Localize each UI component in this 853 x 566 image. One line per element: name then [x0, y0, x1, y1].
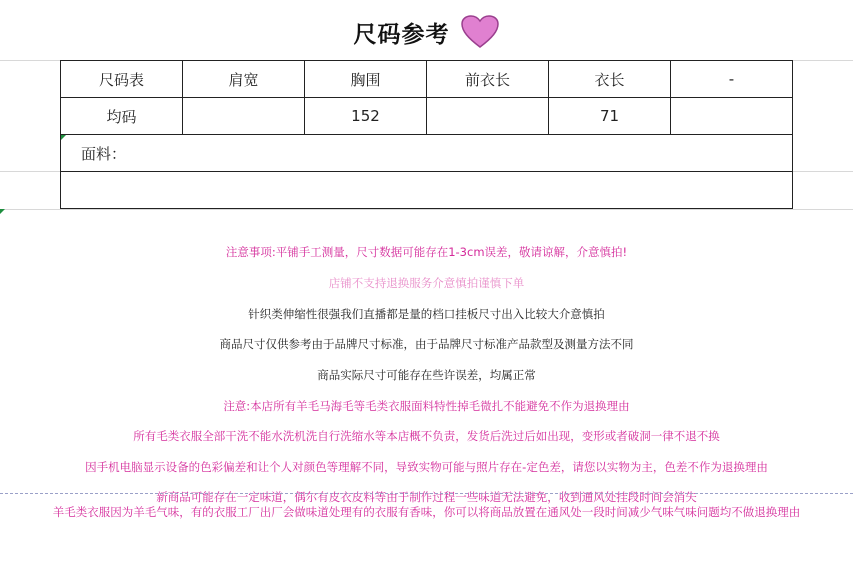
fabric-row [61, 135, 793, 172]
page-title [0, 12, 853, 52]
note-dry-clean: 所有毛类衣服全部干洗不能水洗机洗自行洗缩水等本店概不负责，发货后洗过后如出现，变形或者破洞一律不退不换 [133, 429, 720, 443]
header-cell-chest: 胸围 [305, 61, 427, 98]
header-cell-front-length: 前衣长 [427, 61, 549, 98]
header-cell-dash: - [671, 61, 793, 98]
cell-chest: 152 [305, 98, 427, 135]
note-reference: 商品尺寸仅供参考由于品牌尺寸标准，由于品牌尺寸标准产品款型及测量方法不同 [219, 337, 634, 351]
title-text: 尺码参考 [353, 21, 450, 48]
cell-size: 均码 [61, 98, 183, 135]
cell-extra [671, 98, 793, 135]
cell-shoulder [183, 98, 305, 135]
fabric-label: 面料： [61, 135, 793, 172]
blank-row [61, 172, 793, 209]
note-actual-size: 商品实际尺寸可能存在些许误差，均属正常 [317, 368, 536, 382]
note-measure: 注意事项:平铺手工测量，尺寸数据可能存在1-3cm误差，敬请谅解，介意慎拍! [225, 245, 628, 259]
header-cell-shoulder: 肩宽 [183, 61, 305, 98]
note-wool-smell: 羊毛类衣服因为羊毛气味，有的衣服工厂出厂会做味道处理有的衣服有香味，你可以将商品放置在通风处一段时间减少气味气味问题均不做退换理由 [52, 505, 801, 519]
page-break-line [0, 493, 853, 494]
cell-front-length [427, 98, 549, 135]
table-row [61, 98, 793, 135]
size-table [60, 60, 793, 209]
heart-icon [460, 14, 500, 50]
grid-line [0, 209, 853, 210]
cell-length: 71 [549, 98, 671, 135]
blank-cell [61, 172, 793, 209]
note-no-return: 店铺不支持退换服务介意慎拍谨慎下单 [328, 276, 525, 290]
note-knit: 针织类伸缩性很强我们直播都是量的档口挂板尺寸出入比较大介意慎拍 [248, 307, 605, 321]
cell-comment-mark [61, 135, 66, 140]
header-cell-size-chart: 尺码表 [61, 61, 183, 98]
cell-comment-mark [0, 209, 5, 214]
note-smell: 新商品可能存在一定味道，偶尔有皮衣皮料等由于制作过程一些味道无法避免，收到通风处挂段时间会消失 [156, 490, 697, 504]
table-header-row [61, 61, 793, 98]
header-cell-length: 衣长 [549, 61, 671, 98]
note-wool: 注意:本店所有羊毛马海毛等毛类衣服面料特性掉毛微扎不能避免不作为退换理由 [223, 399, 630, 413]
note-color: 因手机电脑显示设备的色彩偏差和让个人对颜色等理解不同，导致实物可能与照片存在-定色差，请您以实物为主，色差不作为退换理由 [85, 460, 768, 474]
